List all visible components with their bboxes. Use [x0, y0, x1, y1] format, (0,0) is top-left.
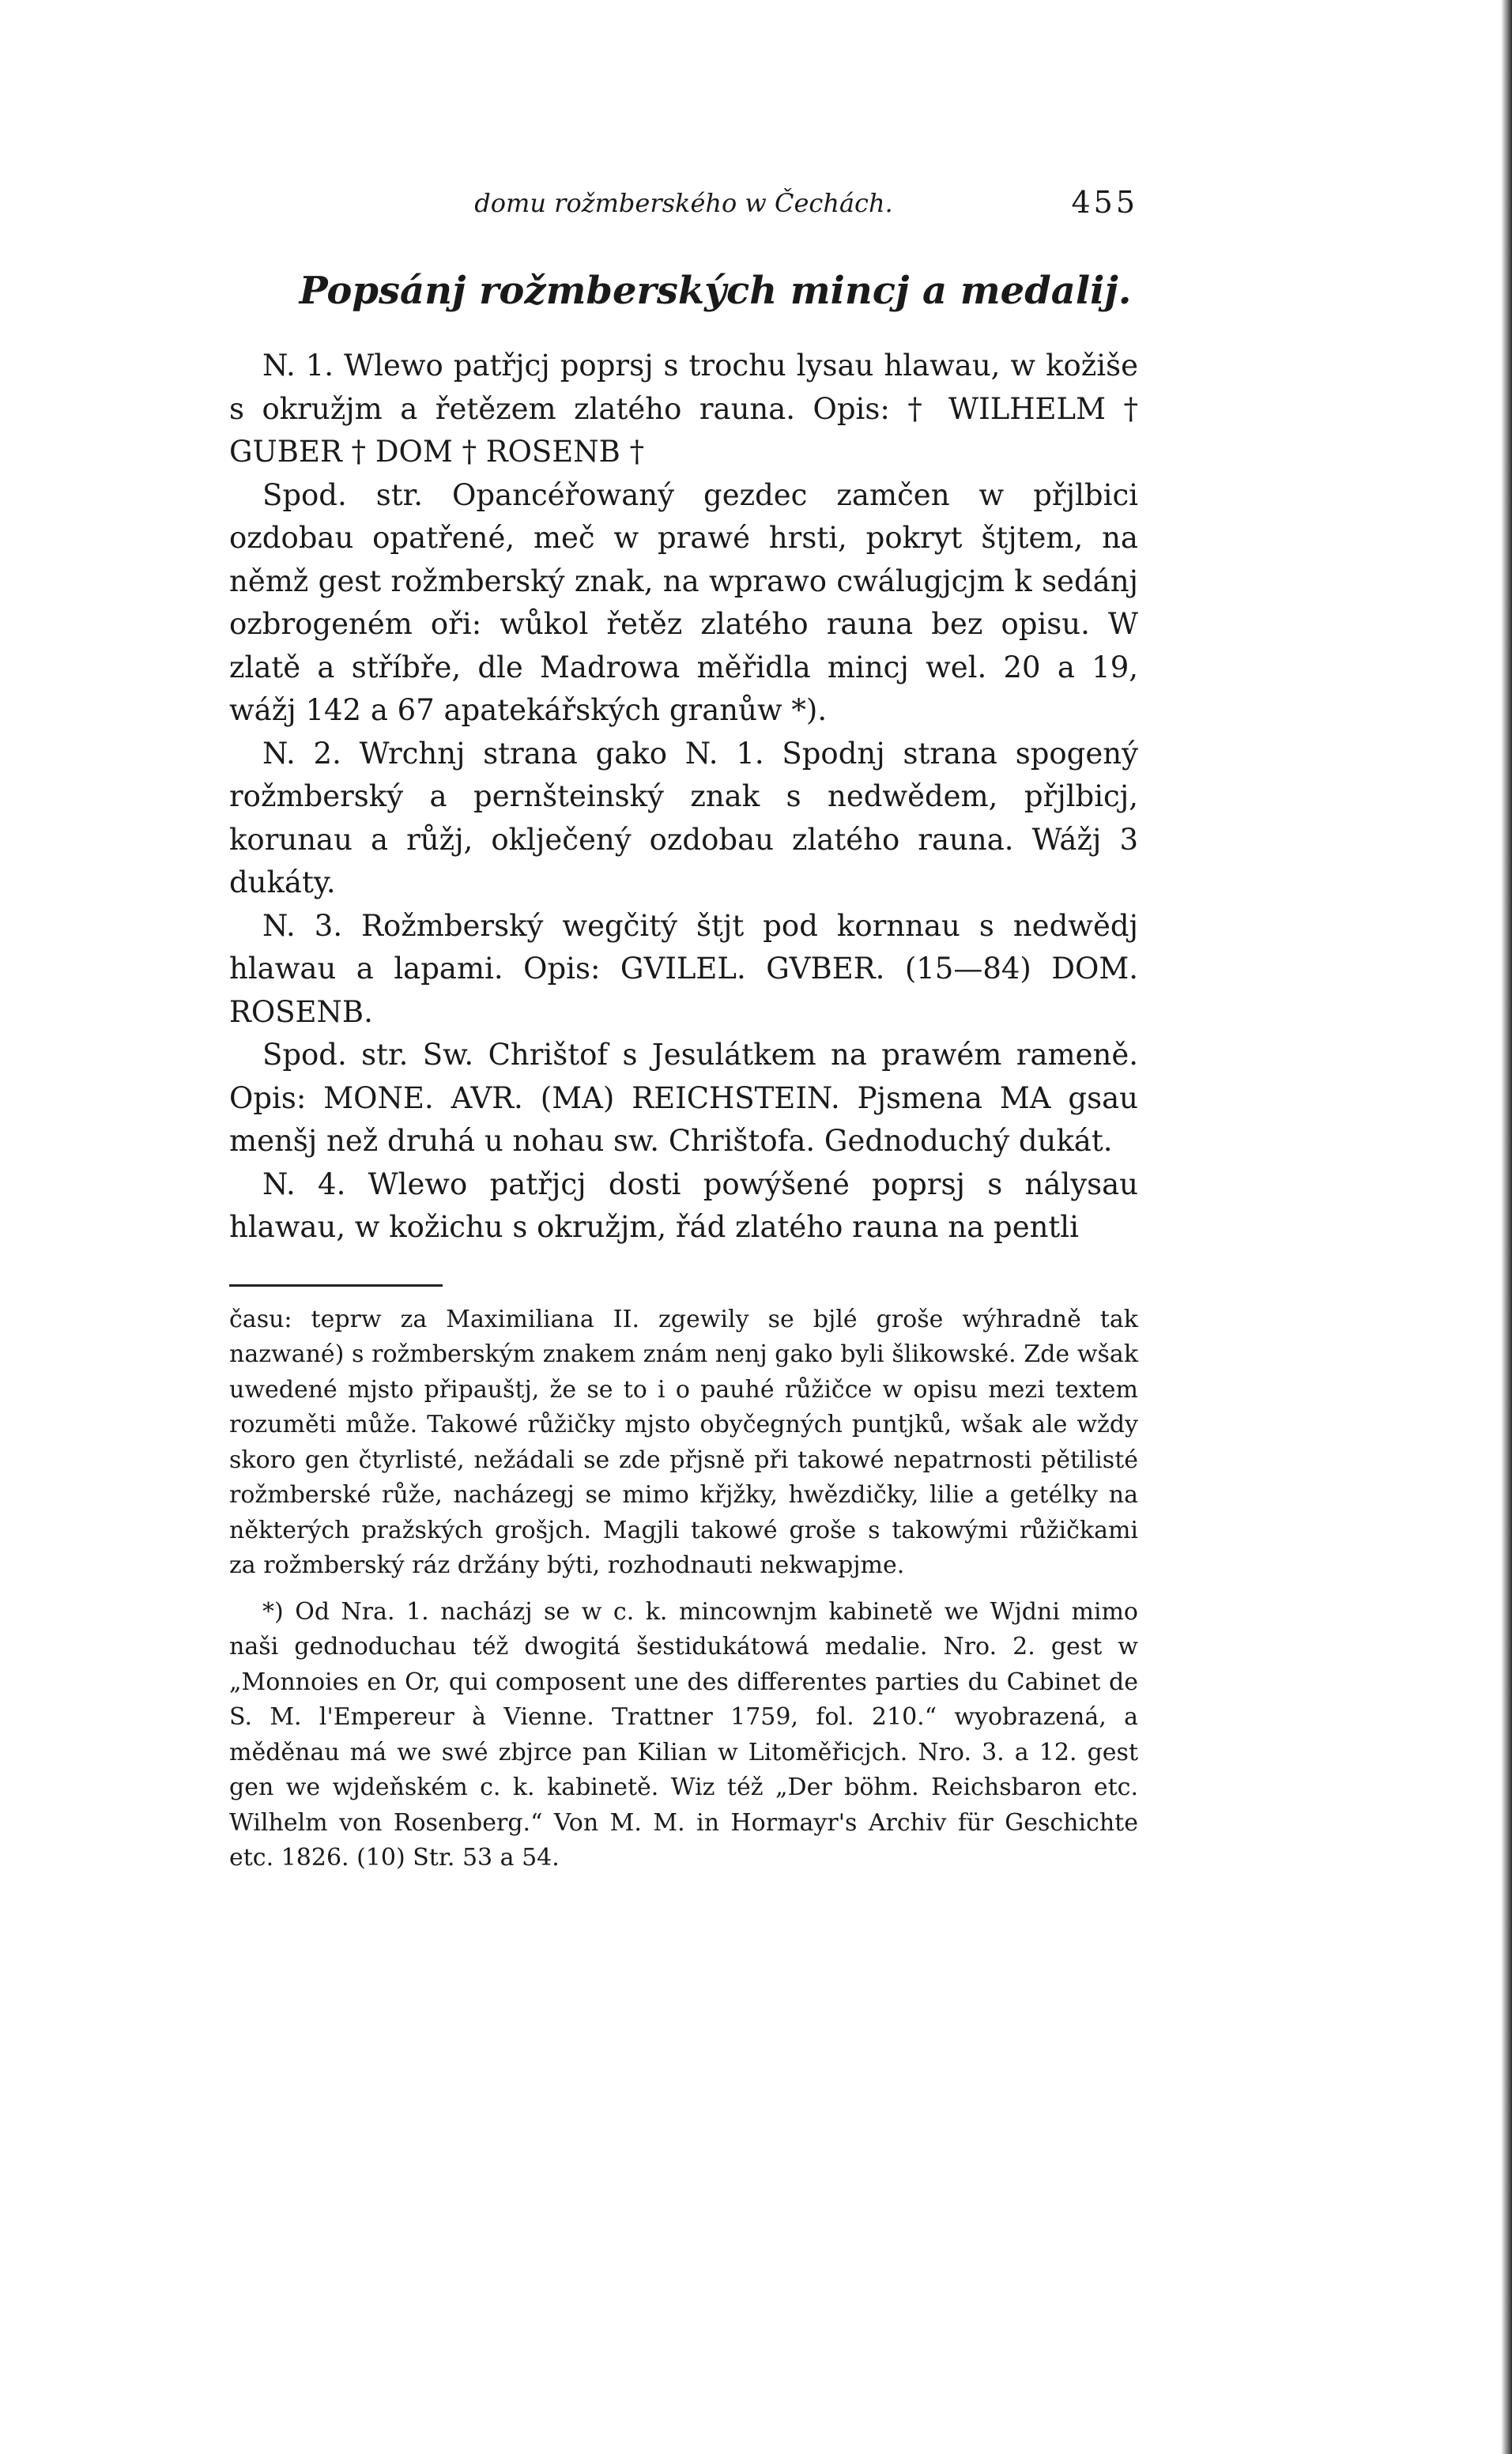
paragraph-n3: N. 3. Rožmberský wegčitý štjt pod kornnau s nedwědj hlawau a lapami. Opis: GVILEL. GVBER. (15—84) DOM. ROSENB. — [229, 908, 1138, 1029]
paragraph-n3-reverse: Spod. str. Sw. Chrištof s Jesulátkem na prawém rameně. Opis: MONE. AVR. (MA) REICHSTEIN. Pjsmena MA gsau menšj než druhá u nohau sw. Chrištofa. Gednoduchý dukát. — [229, 1038, 1138, 1158]
paragraph-n4: N. 4. Wlewo patřjcj dosti powýšené poprsj s nálysau hlawau, w kožichu s okružjm, řád zlatého rauna na pentli — [229, 1167, 1138, 1244]
footnote-asterisk: *) Od Nra. 1. nacházj se w c. k. mincownjm kabinetě we Wjdni mimo naši gednoduchau též dwogitá šestidukátowá medalie. Nro. 2. gest w „Monnoies en Or, qui composent une des differentes parties du Cabinet de S. M. l'Empereur à Vienne. Trattner 1759, fol. 210.“ wyobrazená, a měděnau má we swé zbjrce pan Kilian w Litoměřicjch. Nro. 3. a 12. gest gen we wjdeňském c. k. kabinetě. Wiz též „Der böhm. Reichsbaron etc. Wilhelm von Rosenberg.“ Von M. M. in Hormayr's Archiv für Geschichte etc. 1826. (10) Str. 53 a 54. — [229, 1597, 1138, 1872]
scan-edge-shadow — [1501, 0, 1512, 2454]
footnote-rule — [229, 1284, 443, 1287]
section-title: Popsánj rožmberských mincj a medalij. — [299, 269, 1132, 313]
paragraph-n2: N. 2. Wrchnj strana gako N. 1. Spodnj strana spogený rožmberský a pernšteinský znak s nedwědem, přjlbicj, korunau a růžj, oklječený ozdobau zlatého rauna. Wážj 3 dukáty. — [229, 736, 1138, 899]
running-head-title: domu rožmberského w Čechách. — [474, 188, 893, 218]
book-page — [229, 182, 1138, 1876]
footnote-continued: času: teprw za Maximiliana II. zgewily se bjlé groše wýhradně tak nazwané) s rožmberským znakem znám nenj gako byli šlikowské. Zde wšak uwedené mjsto připauštj, že se to i o pauhé růžičce w opisu mezi textem rozuměti může. Takowé růžičky mjsto obyčegných puntjků, wšak ale wždy skoro gen čtyrlisté, nežádali se zde přjsně při takowé nepatrnosti pětilisté rožmberské růže, nacházegj se mimo křjžky, hwězdičky, lilie a getélky na některých pražských grošjch. Magjli takowé groše s takowými růžičkami za rožmberský ráz držány býti, rozhodnauti nekwapjme. — [229, 1305, 1138, 1579]
paragraph-n1: N. 1. Wlewo patřjcj poprsj s trochu lysau hlawau, w kožiše s okružjm a řetězem zlatého rauna. Opis: † WILHELM † GUBER † DOM † ROSENB † — [229, 349, 1138, 469]
running-head — [229, 182, 1138, 229]
paragraph-n1-reverse: Spod. str. Opancéřowaný gezdec zamčen w přjlbici ozdobau opatřené, meč w prawé hrsti, pokryt štjtem, na němž gest rožmberský znak, na wprawo cwálugjcjm k sedánj ozbrogeném oři: wůkol řetěz zlatého rauna bez opisu. W zlatě a stříbře, dle Madrowa měřidla mincj wel. 20 a 19, wážj 142 a 67 apatekářských granůw *). — [229, 477, 1138, 727]
page-number: 455 — [1071, 185, 1138, 220]
